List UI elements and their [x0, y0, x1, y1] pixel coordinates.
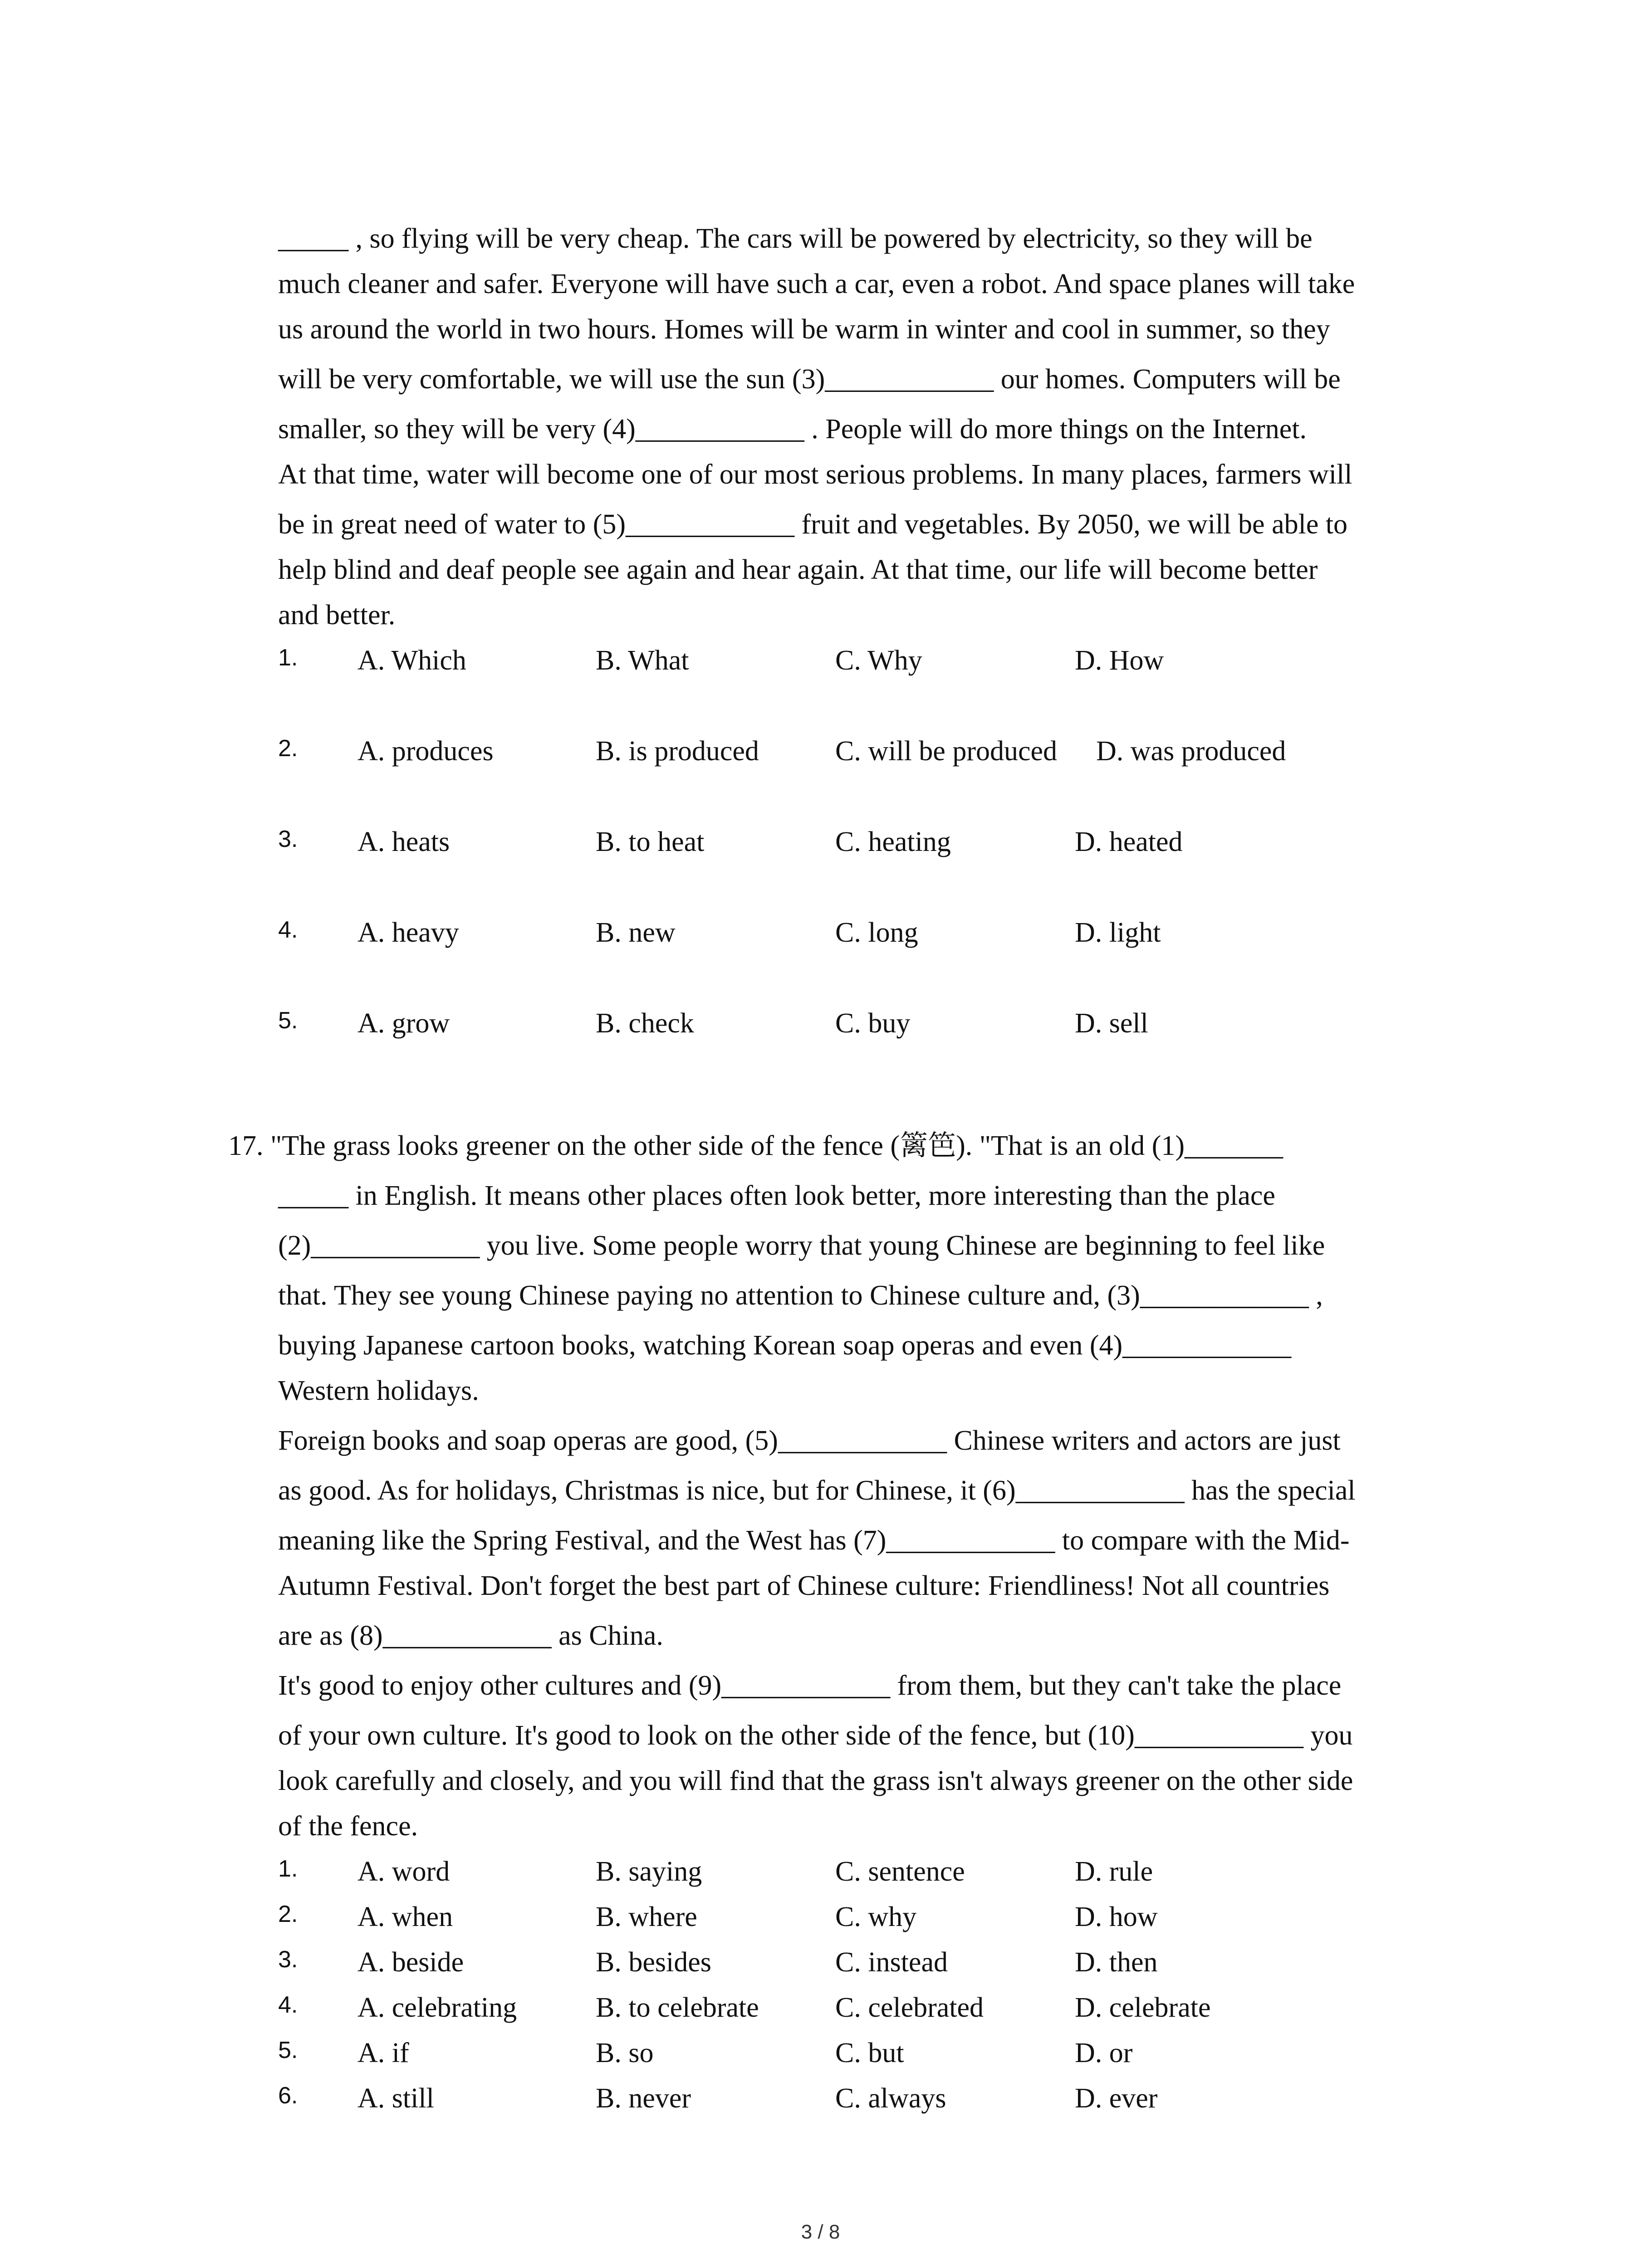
option-row — [278, 914, 1594, 951]
option-d: D. How — [1075, 645, 1164, 676]
question-number: 5. — [278, 2037, 298, 2063]
option-a: A. Which — [358, 645, 466, 676]
passage-line: are as (8)____________ as China. — [278, 1620, 663, 1651]
option-b: B. to heat — [596, 826, 705, 857]
option-a: A. if — [358, 2038, 409, 2068]
passage-line: will be very comfortable, we will use the sun (3)____________ our homes. Computers will be — [278, 364, 1341, 395]
option-row — [278, 2035, 1594, 2071]
option-a: A. heats — [358, 826, 450, 857]
option-b: B. is produced — [596, 736, 759, 767]
option-row — [278, 1944, 1594, 1980]
option-c: C. always — [835, 2083, 946, 2114]
question-number: 2. — [278, 735, 298, 762]
passage-line: Western holidays. — [278, 1375, 479, 1406]
question-number: 3. — [278, 1946, 298, 1973]
passage-line: Autumn Festival. Don't forget the best part of Chinese culture: Friendliness! Not all countries — [278, 1570, 1330, 1601]
option-d: D. rule — [1075, 1856, 1153, 1887]
question-number: 4. — [278, 1992, 298, 2018]
option-b: B. so — [596, 2038, 654, 2068]
option-d: D. celebrate — [1075, 1992, 1211, 2023]
option-a: A. heavy — [358, 917, 459, 948]
option-d: D. then — [1075, 1947, 1158, 1978]
passage-line: help blind and deaf people see again and hear again. At that time, our life will become better — [278, 554, 1318, 585]
option-row — [278, 1899, 1594, 1935]
option-d: D. or — [1075, 2038, 1133, 2068]
option-c: C. but — [835, 2038, 904, 2068]
option-b: B. besides — [596, 1947, 711, 1978]
option-a: A. when — [358, 1901, 453, 1932]
question-number: 1. — [278, 645, 298, 671]
option-a: A. beside — [358, 1947, 464, 1978]
option-c: C. instead — [835, 1947, 948, 1978]
passage-line: It's good to enjoy other cultures and (9)____________ from them, but they can't take the place — [278, 1670, 1342, 1701]
option-c: C. heating — [835, 826, 951, 857]
passage-line: meaning like the Spring Festival, and the West has (7)____________ to compare with the Mid- — [278, 1525, 1350, 1556]
option-a: A. word — [358, 1856, 450, 1887]
passage-line: of the fence. — [278, 1811, 418, 1842]
option-c: C. long — [835, 917, 918, 948]
option-d: D. light — [1075, 917, 1161, 948]
passage-line: 17. "The grass looks greener on the other side of the fence (篱笆). "That is an old (1)_______ — [228, 1130, 1283, 1161]
option-a: A. still — [358, 2083, 434, 2114]
passage-line: buying Japanese cartoon books, watching Korean soap operas and even (4)____________ — [278, 1330, 1292, 1361]
option-b: B. where — [596, 1901, 697, 1932]
passage-line: be in great need of water to (5)____________ fruit and vegetables. By 2050, we will be able to — [278, 509, 1348, 540]
option-a: A. celebrating — [358, 1992, 517, 2023]
question-number: 6. — [278, 2082, 298, 2109]
option-b: B. new — [596, 917, 676, 948]
option-b: B. check — [596, 1008, 694, 1039]
option-b: B. What — [596, 645, 689, 676]
passage-line: _____ , so flying will be very cheap. The cars will be powered by electricity, so they will be — [278, 223, 1313, 254]
option-d: D. sell — [1075, 1008, 1148, 1039]
option-c: C. Why — [835, 645, 922, 676]
option-c: C. why — [835, 1901, 917, 1932]
passage-line: smaller, so they will be very (4)____________ . People will do more things on the Internet. — [278, 414, 1307, 445]
option-d: D. how — [1075, 1901, 1158, 1932]
passage-line: look carefully and closely, and you will find that the grass isn't always greener on the other side — [278, 1765, 1353, 1796]
option-row — [278, 1005, 1594, 1041]
passage-line: At that time, water will become one of our most serious problems. In many places, farmers will — [278, 459, 1352, 490]
passage-line: of your own culture. It's good to look on the other side of the fence, but (10)____________ you — [278, 1720, 1353, 1751]
question-number: 2. — [278, 1901, 298, 1927]
passage-line: and better. — [278, 600, 396, 631]
option-row — [278, 1853, 1594, 1890]
option-c: C. celebrated — [835, 1992, 984, 2023]
question-number: 3. — [278, 826, 298, 852]
question-number: 5. — [278, 1007, 298, 1034]
passage-line: much cleaner and safer. Everyone will have such a car, even a robot. And space planes will take — [278, 269, 1355, 299]
option-row — [278, 824, 1594, 860]
passage-line: _____ in English. It means other places often look better, more interesting than the place — [278, 1180, 1275, 1211]
passage-line: that. They see young Chinese paying no attention to Chinese culture and, (3)____________ , — [278, 1280, 1323, 1311]
passage-line: us around the world in two hours. Homes will be warm in winter and cool in summer, so they — [278, 314, 1330, 345]
option-a: A. produces — [358, 736, 494, 767]
option-row — [278, 2080, 1594, 2116]
option-c: C. will be produced — [835, 736, 1058, 767]
passage-line: Foreign books and soap operas are good, (5)____________ Chinese writers and actors are just — [278, 1425, 1341, 1456]
option-row — [278, 1989, 1594, 2026]
question-number: 4. — [278, 917, 298, 943]
option-a: A. grow — [358, 1008, 450, 1039]
option-d: D. ever — [1075, 2083, 1158, 2114]
option-d: D. was produced — [1096, 736, 1286, 767]
page-number: 3 / 8 — [801, 2221, 840, 2243]
passage-line: (2)____________ you live. Some people worry that young Chinese are beginning to feel like — [278, 1230, 1325, 1261]
option-b: B. saying — [596, 1856, 702, 1887]
option-c: C. buy — [835, 1008, 911, 1039]
question-number: 1. — [278, 1856, 298, 1882]
option-b: B. never — [596, 2083, 691, 2114]
passage-line: as good. As for holidays, Christmas is nice, but for Chinese, it (6)____________ has the special — [278, 1475, 1356, 1506]
option-row — [278, 642, 1594, 679]
option-d: D. heated — [1075, 826, 1183, 857]
option-b: B. to celebrate — [596, 1992, 759, 2023]
option-row — [278, 733, 1594, 769]
option-c: C. sentence — [835, 1856, 965, 1887]
